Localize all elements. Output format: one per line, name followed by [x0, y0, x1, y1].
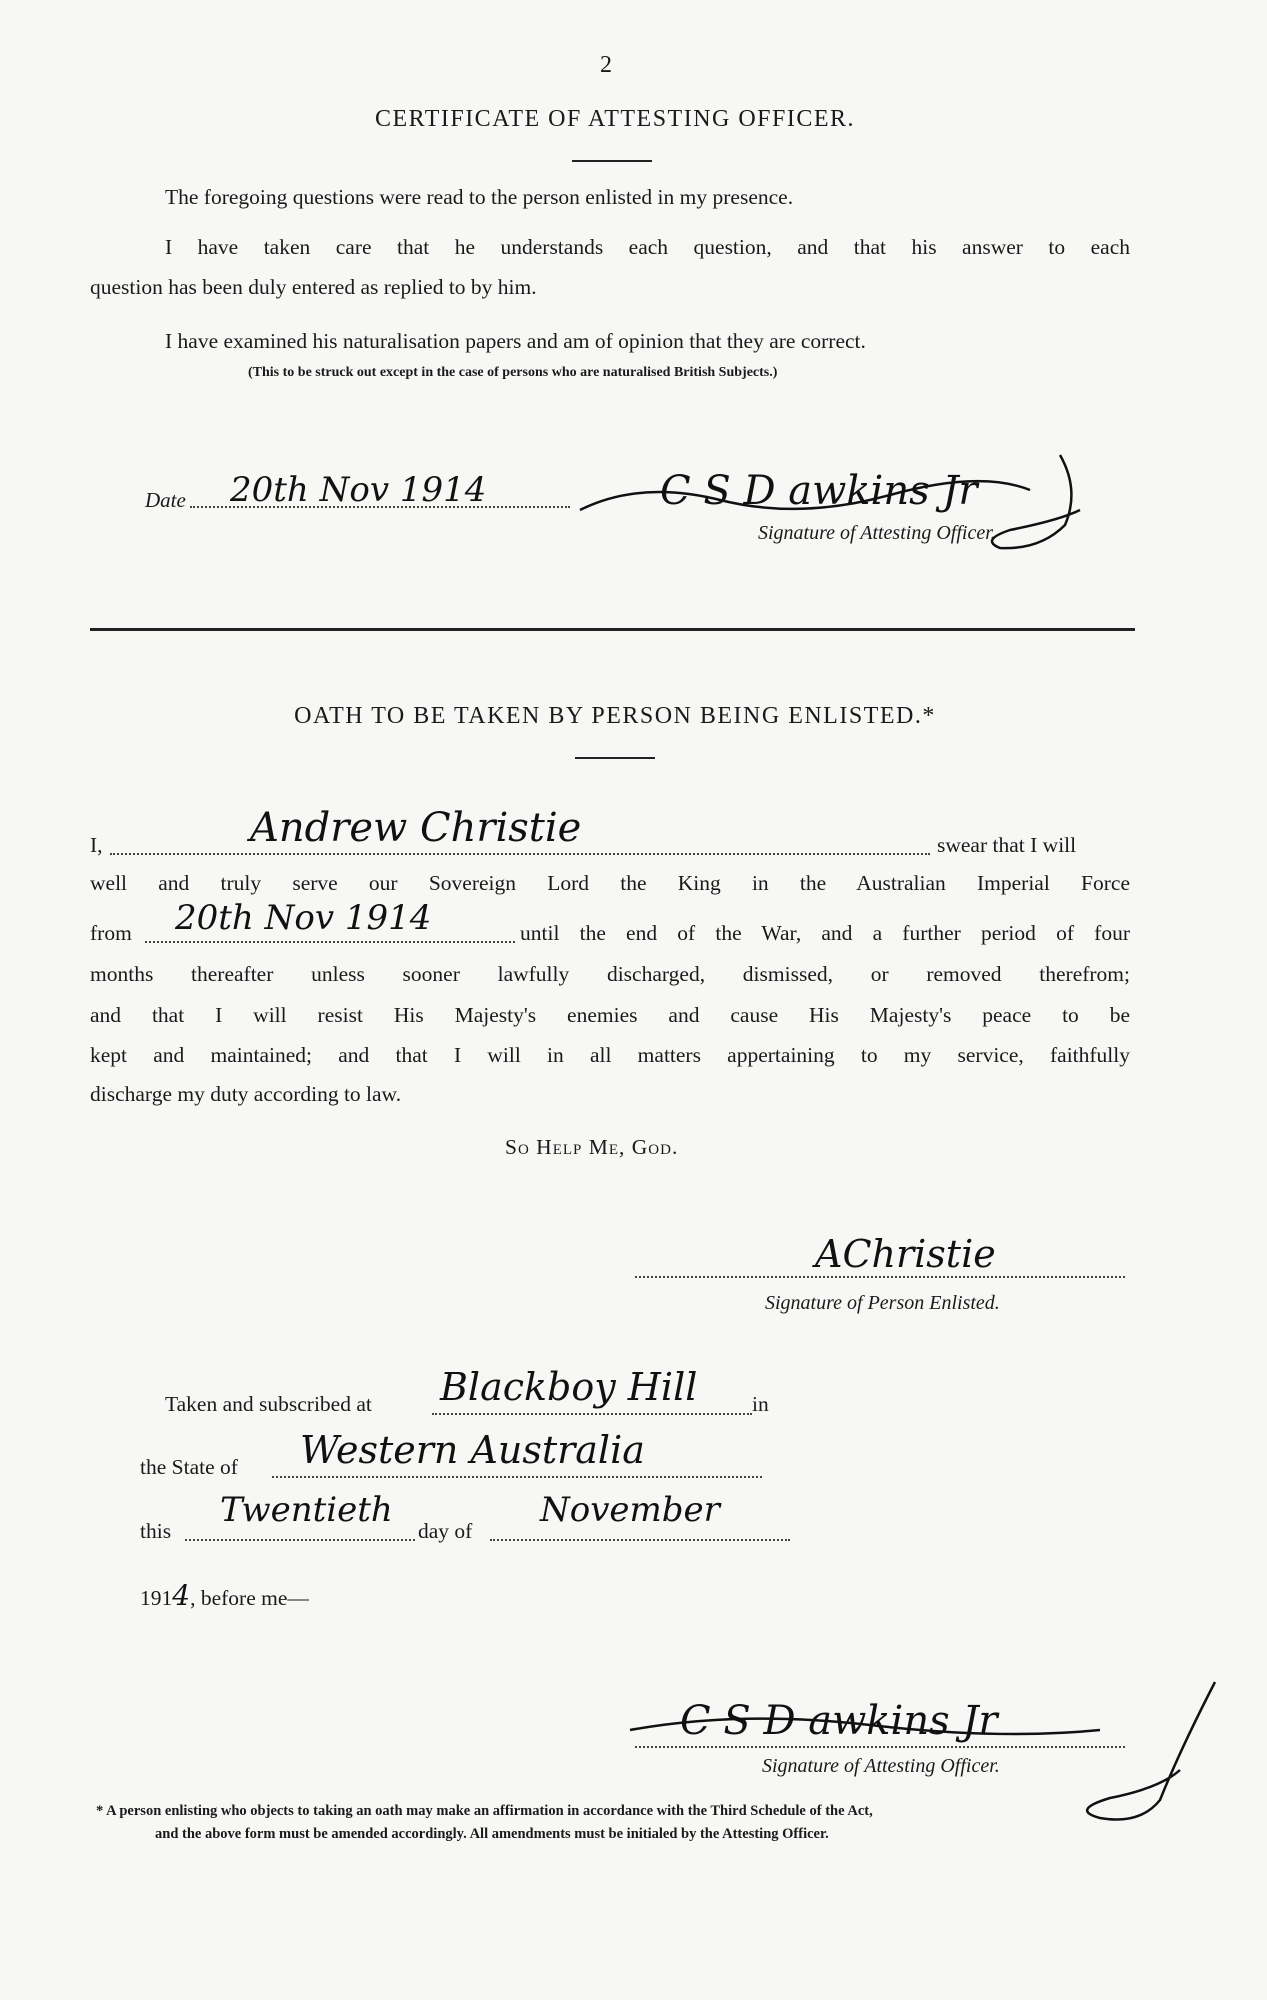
state-value: Western Australia	[300, 1428, 645, 1472]
heading-divider	[572, 160, 652, 162]
state-label: the State of	[140, 1455, 238, 1479]
certificate-heading: CERTIFICATE OF ATTESTING OFFICER.	[374, 106, 856, 132]
certificate-line-3: I have examined his naturalisation papers and am of opinion that they are correct.	[165, 329, 866, 353]
oath-line-6: kept and maintained; and that I will in all matters appertaining to my service, faithfully	[90, 1043, 1130, 1067]
oath-line-4: months thereafter unless sooner lawfully discharged, dismissed, or removed therefrom;	[90, 962, 1130, 986]
date-value: 20th Nov 1914	[230, 470, 487, 510]
place-field	[432, 1412, 752, 1415]
state-field	[272, 1475, 762, 1478]
oath-heading-divider	[575, 757, 655, 759]
certificate-line-2b: question has been duly entered as replied to by him.	[90, 275, 537, 299]
section-divider	[90, 628, 1135, 631]
oath-heading: OATH TO BE TAKEN BY PERSON BEING ENLISTED.*	[294, 703, 936, 729]
month-field	[490, 1538, 790, 1541]
page-number: 2	[600, 52, 612, 78]
oath-closing: So Help Me, God.	[505, 1135, 679, 1159]
oath-line-7: discharge my duty according to law.	[90, 1082, 402, 1106]
place-value: Blackboy Hill	[440, 1365, 698, 1409]
attesting-officer-caption: Signature of Attesting Officer.	[758, 522, 996, 544]
attesting-officer-signature: C S D awkins Jr	[660, 468, 978, 514]
day-value: Twentieth	[220, 1490, 393, 1530]
before-me: , before me—	[190, 1586, 309, 1610]
enlisted-signature: AChristie	[815, 1232, 996, 1276]
month-value: November	[540, 1490, 720, 1530]
day-field	[185, 1538, 415, 1541]
footnote-line-1: * A person enlisting who objects to taking an oath may make an affirmation in accordance with the Third Schedule of the Act,	[96, 1803, 873, 1819]
taken-label: Taken and subscribed at	[165, 1392, 372, 1416]
certificate-line-2a: I have taken care that he understands each question, and that his answer to each	[165, 235, 1130, 259]
name-field	[110, 852, 930, 855]
naturalisation-note: (This to be struck out except in the case of persons who are naturalised British Subjects.)	[248, 365, 778, 380]
officer-signature: C S D awkins Jr	[680, 1698, 998, 1744]
footnote-line-2: and the above form must be amended accordingly. All amendments must be initialed by the Attesting Officer.	[155, 1826, 829, 1842]
date-label: Date	[145, 488, 186, 512]
from-date: 20th Nov 1914	[175, 898, 432, 938]
year-digit: 4	[172, 1579, 191, 1612]
oath-line-2: well and truly serve our Sovereign Lord the King in the Australian Imperial Force	[90, 871, 1130, 895]
oath-i-label: I,	[90, 833, 103, 857]
enlistee-name: Andrew Christie	[250, 805, 582, 851]
oath-line-3: until the end of the War, and a further period of four	[520, 921, 1130, 945]
from-date-field	[145, 940, 515, 943]
enlisted-signature-caption: Signature of Person Enlisted.	[765, 1292, 1000, 1314]
oath-swear: swear that I will	[937, 833, 1077, 857]
year-line	[140, 1577, 309, 1617]
year-prefix: 191	[140, 1586, 173, 1610]
day-of-label: day of	[418, 1519, 473, 1543]
officer-signature-caption: Signature of Attesting Officer.	[762, 1755, 1000, 1777]
oath-from-label: from	[90, 921, 132, 945]
in-label: in	[752, 1392, 769, 1416]
certificate-line-1: The foregoing questions were read to the person enlisted in my presence.	[165, 185, 794, 209]
oath-line-5: and that I will resist His Majesty's enemies and cause His Majesty's peace to be	[90, 1003, 1130, 1027]
this-label: this	[140, 1519, 172, 1543]
